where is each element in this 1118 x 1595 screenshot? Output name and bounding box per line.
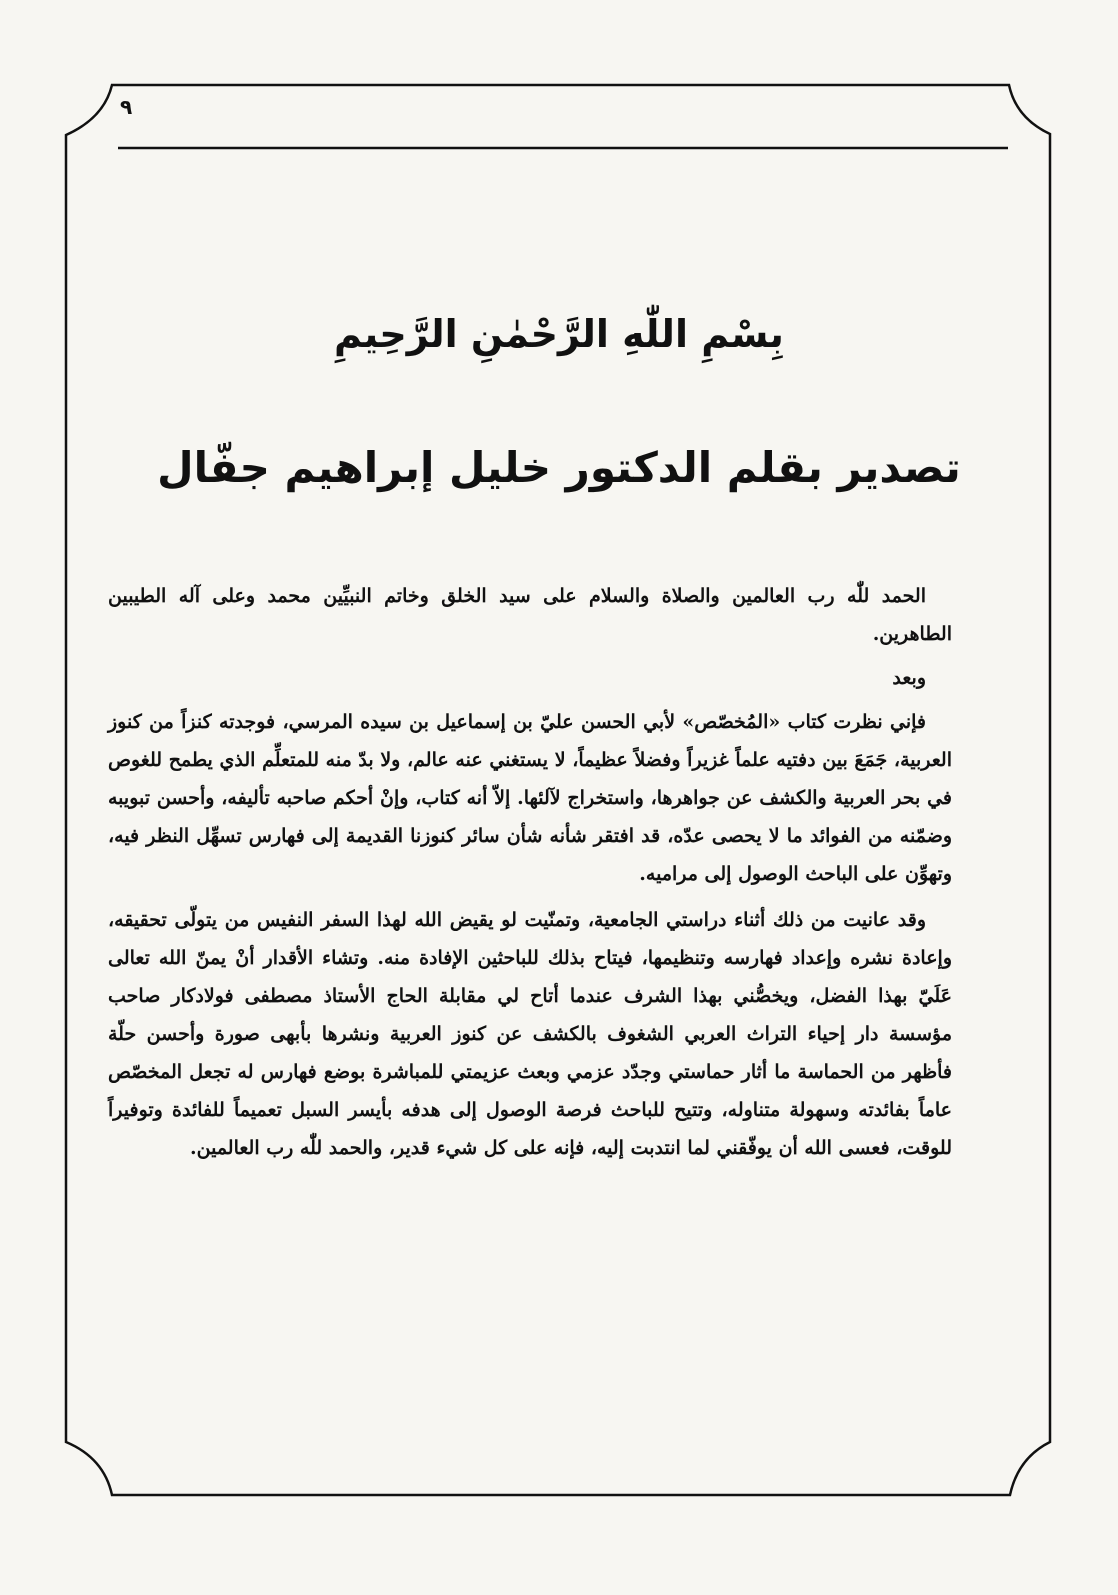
page-title: تصدير بقلم الدكتور خليل إبراهيم جفّال xyxy=(157,443,961,492)
body-text xyxy=(108,577,952,1173)
paragraph: فإني نظرت كتاب «المُخصّص» لأبي الحسن عليّ بن إسماعيل بن سيده المرسي، فوجدته كنزاً من كنوز العربية، جَمَعَ بين دفتيه علماً غزيراً وفضلاً عظيماً، لا يستغني عنه عالم، ولا بدّ منه للمتعلِّم الذي يطمح للغوص في بحر العربية والكشف عن جواهرها، واستخراج لآلئها. إلاّ أنه كتاب، وإنْ أحكم صاحبه تأليفه، وأحسن تبويبه وضمّنه من الفوائد ما لا يحصى عدّه، قد افتقر شأنه شأن سائر كنوزنا القديمة إلى فهارس تسهِّل النظر فيه، وتهوِّن على الباحث الوصول إلى مراميه. xyxy=(108,711,952,885)
paragraph: وقد عانيت من ذلك أثناء دراستي الجامعية، وتمنّيت لو يقيض الله لهذا السفر النفيس من يتولّى تحقيقه، وإعادة نشره وإعداد فهارسه وتنظيمها، فيتاح بذلك للباحثين الإفادة منه. وتشاء الأقدار أنْ يمنّ الله تعالى عَلَيّ بهذا الفضل، ويخصُّني بهذا الشرف عندما أتاح لي مقابلة الحاج الأستاذ مصطفى فولادكار صاحب مؤسسة دار إحياء التراث العربي الشغوف بالكشف عن كنوز العربية ونشرها بأبهى صورة وأحسن حلّة فأظهر من الحماسة ما أثار حماستي وجدّد عزمي وبعث عزيمتي للمباشرة بوضع فهارس له تجعل المخصّص عاماً بفائدته وسهولة متناوله، وتتيح للباحث فرصة الوصول إلى هدفه بأيسر السبل تعميماً للفائدة وتوفيراً للوقت، فعسى الله أن يوفّقني لما انتدبت إليه، فإنه على كل شيء قدير، والحمد للّٰه رب العالمين. xyxy=(108,909,952,1159)
page-number: ٩ xyxy=(120,95,133,119)
paragraph: الحمد للّٰه رب العالمين والصلاة والسلام على سيد الخلق وخاتم النبيِّين محمد وعلى آله الطيبين الطاهرين. xyxy=(108,585,952,645)
paragraph: وبعد xyxy=(892,667,926,689)
basmala-heading: بِسْمِ اللّٰهِ الرَّحْمٰنِ الرَّحِيمِ xyxy=(334,312,784,356)
